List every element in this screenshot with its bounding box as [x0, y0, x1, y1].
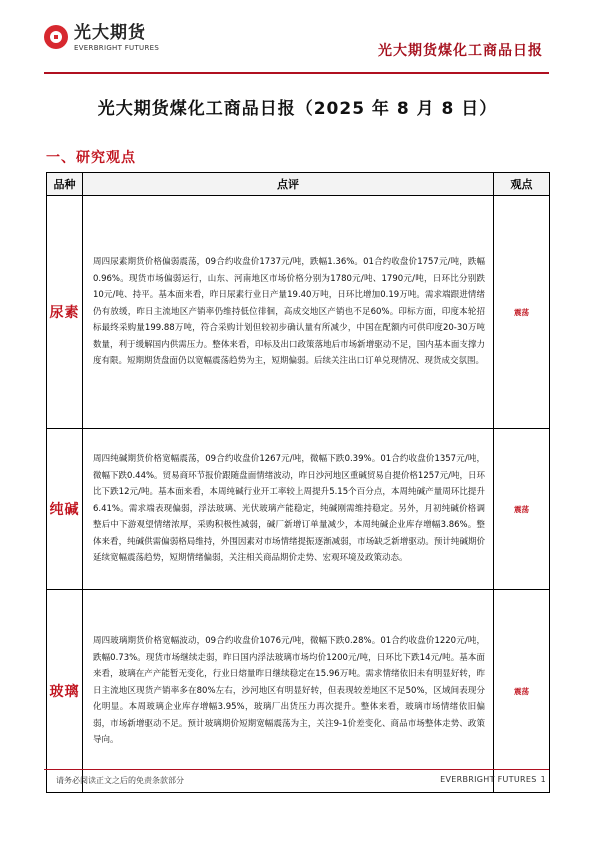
- footer-brand: EVERBRIGHT FUTURES: [440, 775, 537, 784]
- product-comment: 周四玻璃期货价格宽幅波动，09合约收盘价1076元/吨，微幅下跌0.28%。01合约收盘价1220元/吨，跌幅0.73%。现货市场继续走弱，昨日国内浮法玻璃市场均价1200元/吨，日环比下跌14元/吨。基本面来看，玻璃在产产能暂无变化，行业日熔量昨日继续稳定在15.96万吨。需求情绪依旧未有明显好转，昨日主流地区现货产销率多在80%左右，沙河地区有明显好转，但表现较差地区不足50%，区域间表现分化明显。本周玻璃企业库存增幅3.95%，玻璃厂出货压力再次提升。整体来看，玻璃市场情绪依旧偏弱，市场新增驱动不足。预计玻璃期价短期宽幅震荡为主，关注9-1价差变化、商品市场整体走势、政策导向。: [83, 590, 494, 793]
- column-header-comment: 点评: [83, 173, 494, 196]
- company-logo: [44, 24, 159, 52]
- logo-text-cn: 光大期货: [74, 23, 146, 43]
- header-report-name: 光大期货煤化工商品日报: [378, 43, 543, 59]
- page-title: 光大期货煤化工商品日报（2025 年 8 月 8 日）: [97, 99, 498, 119]
- table-row: [47, 429, 550, 590]
- column-header-view: 观点: [494, 173, 550, 196]
- product-name: 玻璃: [47, 590, 83, 793]
- product-comment: 周四纯碱期货价格宽幅震荡，09合约收盘价1267元/吨，微幅下跌0.39%。01合约收盘价1357元/吨，微幅下跌0.44%。贸易商环节报价跟随盘面情绪波动，昨日沙河地区重碱贸易自提价格1257元/吨，日环比下跌12元/吨。基本面来看，本周纯碱行业开工率较上周提升5.15个百分点，本周纯碱产量周环比提升6.41%。需求端表现偏弱，浮法玻璃、光伏玻璃产能稳定，纯碱刚需维持稳定。另外，月初纯碱价格调整后中下游观望情绪浓厚，采购积极性减弱，碱厂新增订单量减少，本周纯碱企业库存增幅3.86%。整体来看，纯碱供需偏弱格局维持，外围因素对市场情绪提振逐渐减弱，市场缺乏新增驱动。预计纯碱期价延续宽幅震荡趋势，短期情绪偏弱，关注相关商品期价走势、宏观环境及政策动态。: [83, 429, 494, 590]
- footer-disclaimer: 请务必阅读正文之后的免责条款部分: [56, 776, 184, 785]
- column-header-product: 品种: [47, 173, 83, 196]
- product-comment: 周四尿素期货价格偏弱震荡，09合约收盘价1737元/吨，跌幅1.36%。01合约收盘价1757元/吨，跌幅0.96%。现货市场偏弱运行，山东、河南地区市场价格分别为1780元/吨、1790元/吨，日环比分别跌10元/吨、持平。基本面来看，昨日尿素行业日产量19.40万吨，日环比增加0.19万吨。需求端跟进情绪仍有放缓，昨日主流地区产销率仍维持低位徘徊，高成交地区产销也不足60%。印标方面，印度本轮招标最终采购量199.88万吨，符合采购计划但较初步确认量有所减少，中国在配额内可供印度20-30万吨数量，利于缓解国内供需压力。整体来看，印标及出口政策落地后市场新增驱动不足，国内基本面支撑力度有限。短期期货盘面仍以宽幅震荡趋势为主，短期偏弱。后续关注出口订单兑现情况、现货成交氛围。: [83, 196, 494, 429]
- table-row: [47, 590, 550, 793]
- header-divider: [44, 72, 549, 74]
- page-number: 1: [540, 775, 546, 784]
- product-view: 震荡: [494, 590, 550, 793]
- table-header-row: [47, 173, 550, 196]
- product-view: 震荡: [494, 429, 550, 590]
- product-name: 尿素: [47, 196, 83, 429]
- section-heading: 一、研究观点: [46, 150, 136, 166]
- footer-divider: [44, 769, 549, 770]
- research-table: [46, 172, 550, 793]
- product-view: 震荡: [494, 196, 550, 429]
- footer-brand-block: [436, 775, 546, 784]
- logo-icon: [44, 25, 68, 49]
- logo-text-en: EVERBRIGHT FUTURES: [74, 44, 160, 52]
- product-name: 纯碱: [47, 429, 83, 590]
- table-row: [47, 196, 550, 429]
